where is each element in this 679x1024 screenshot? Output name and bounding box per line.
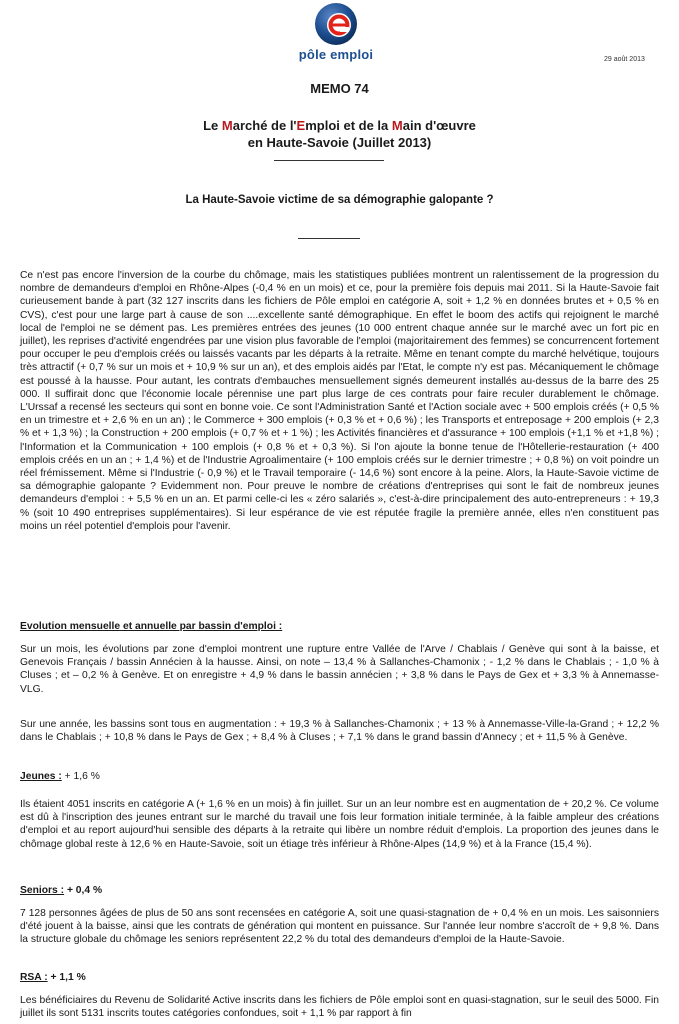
section-heading-rsa: RSA : + 1,1 % <box>20 972 86 983</box>
section-heading-seniors: Seniors : + 0,4 % <box>20 885 103 896</box>
jeunes-paragraph: Ils étaient 4051 inscrits en catégorie A (+ 1,6 % en un mois) à fin juillet. Sur un an leur nombre est en augmentation de + 20,2 %. Ce volume est dû à l'inscription des jeunes entrant sur le marché du travail une fois leur formation initiale terminée, à la faible ampleur des créations d'emploi et au report aujourd'hui sensible des départs à la retraite qui libère un nombre réduit d'emplois. La proportion des jeunes dans le chômage global reste à 12,6 % en Haute-Savoie, soit un étiage très inférieur à Rhône-Alpes (14,9 %) et à la France (15,4 %). <box>20 799 659 850</box>
document-date: 29 août 2013 <box>604 56 645 63</box>
intro-paragraph: Ce n'est pas encore l'inversion de la courbe du chômage, mais les statistiques publiées montrent un ralentissement de la progression du nombre de demandeurs d'emploi en Rhône-Alpes (-0,4 % en un mois) et ce, pour la première fois depuis mai 2011. Si la Haute-Savoie fait curieusement bande à part (32 127 inscrits dans les fichiers de Pôle emploi en catégorie A, soit + 1,2 % en données brutes et + 0,5 % en CVS), c'est pour une large part à cause de son ....excellente santé démographique. En effet le boom des actifs qui rejoignent le marché local de l'emploi ne se dément pas. Les premières entrées des jeunes (10 000 entrent chaque année sur le marché avec un fort pic en juillet), les reprises d'activité engendrées par une vision plus favorable de l'emploi (majoritairement des femmes) se concurrencent fortement pour occuper le peu d'emplois créés ou laissés vacants par les départs à la retraite. Même en tenant compte du marché helvétique, toujours très attractif (+ 0,7 % sur un mois et + 10,9 % sur un an), et des emplois aidés par l'Etat, le compte n'y est pas. Mécaniquement le chômage est poussé à la hausse. Pour autant, les contrats d'embauches mensuellement signés demeurent installés au-dessus de la barre des 25 000. Il suffirait donc que l'économie locale pérennise une part plus large de ces contrats pour faire reculer durablement le chômage. L'Urssaf a recensé les secteurs qui sont en bonne voie. Ce sont l'Administration Santé et l'Action sociale avec + 500 emplois créés (+ 0,5 % en un trimestre et + 2,6 % en un an) ; le Commerce + 300 emplois (+ 0,3 % et + 0,6 %) ; les Transports et entreposage + 200 emplois (+ 2,3 % et + 1,3 %) ; la Construction + 200 emplois (+ 0,7 % et + 1 %) ; les Activités financières et d'assurance + 100 emplois (+1,1 % et +1,8 %) ; l'Information et la Communication + 100 emplois (+ 0,8 % et + 0,3 %). Si l'on ajoute la bonne tenue de l'Hôtellerie-restauration (+ 400 emplois créés en un an ; + 1,4 %) et de l'Industrie Agroalimentaire (+ 100 emplois créés sur le dernier trimestre ; + 0,8 %) on voit poindre un réel frémissement. Même si l'Industrie (- 0,9 %) et le Travail temporaire (- 14,6 %) sont encore à la peine. Alors, la Haute-Savoie victime de sa démographie galopante ? Evidemment non. Pour preuve le nombre de créations d'entreprises qui sont le fait de nombreux jeunes demandeurs d'emploi : + 5,5 % en un an. Et parmi celle-ci les « zéro salariés », c'est-à-dire principalement des auto-entrepreneurs : + 19,3 % (soit 10 490 entreprises supplémentaires). Si leur espérance de vie est réputée fragile la première année, elles n'en constituent pas moins un réel potentiel d'emplois pour l'avenir. <box>20 270 659 532</box>
document-title <box>0 117 679 151</box>
pole-emploi-logo-icon <box>314 2 358 46</box>
document-subtitle: La Haute-Savoie victime de sa démographie galopante ? <box>185 194 494 206</box>
memo-number: MEMO 74 <box>310 81 369 96</box>
title-line-2: en Haute-Savoie (Juillet 2013) <box>247 135 432 150</box>
section-heading-bassin: Evolution mensuelle et annuelle par bassin d'emploi : <box>20 621 283 632</box>
seniors-paragraph: 7 128 personnes âgées de plus de 50 ans sont recensées en catégorie A, soit une quasi-stagnation de + 0,4 % en un mois. Les saisonniers d'été jouent à la baisse, ainsi que les contrats de génération qui montent en puissance. Sur l'année leur nombre s'accroît de + 9,8 %. Dans la structure globale du chômage les seniors représentent 22,2 % du total des demandeurs d'emploi de la Haute-Savoie. <box>20 908 659 946</box>
logo-wordmark: pôle emploi <box>298 47 374 62</box>
bassin-paragraph-monthly: Sur un mois, les évolutions par zone d'emploi montrent une rupture entre Vallée de l'Arve / Chablais / Genève qui sont à la baisse, et Genevois Français / bassin Annécien à la hausse. Ainsi, on note – 13,4 % à Sallanches-Chamonix ; - 1,2 % dans le Chablais ; - 1,0 % à Cluses ; et – 0,2 % à Genève. Et on enregistre + 4,9 % dans le bassin annécien ; + 3,8 % dans le Pays de Gex et + 3,3 % à Annemasse-VLG. <box>20 644 659 695</box>
rsa-paragraph: Les bénéficiaires du Revenu de Solidarité Active inscrits dans les fichiers de Pôle emploi sont en quasi-stagnation, sur le seuil des 5000. Fin juillet ils sont 5131 inscrits toutes catégories confondues, soit + 1,1 % par rapport à fin <box>20 995 659 1020</box>
title-divider <box>274 160 384 161</box>
bassin-paragraph-yearly: Sur une année, les bassins sont tous en augmentation : + 19,3 % à Sallanches-Chamonix ; + 13 % à Annemasse-Ville-la-Grand ; + 12,2 % dans le Chablais ; + 10,8 % dans le Pays de Gex ; + 8,4 % à Cluses ; + 7,1 % dans le grand bassin d'Annecy ; et + 11,5 % à Genève. <box>20 719 659 744</box>
title-line-1: Le Marché de l'Emploi et de la Main d'œuvre <box>203 118 476 133</box>
section-heading-jeunes: Jeunes : + 1,6 % <box>20 771 100 782</box>
pole-emploi-logo <box>291 2 381 66</box>
subtitle-divider <box>298 238 360 239</box>
